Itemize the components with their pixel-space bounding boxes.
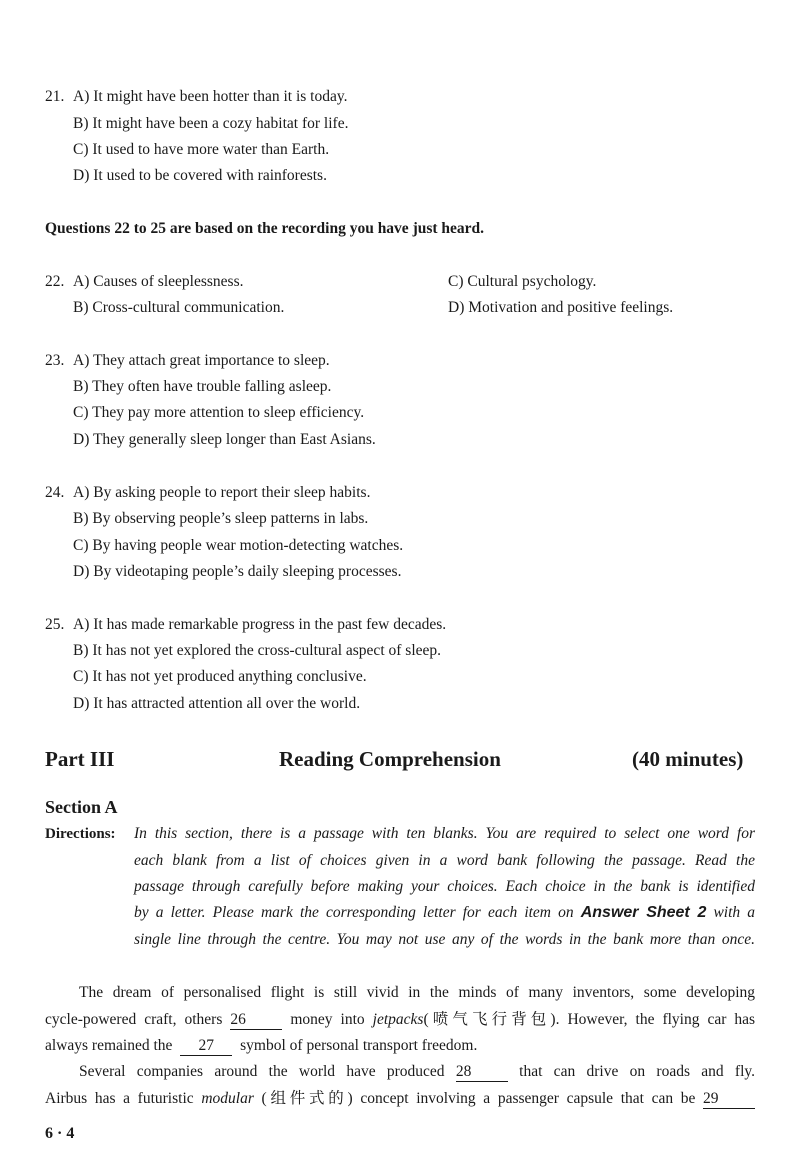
passage-text: concept involving a passenger capsule that can be	[360, 1090, 696, 1107]
q22-number: 22.	[45, 273, 65, 290]
q24-option-a: A) By asking people to report their sleep habits.	[73, 484, 371, 501]
passage-line-3	[45, 1036, 477, 1056]
q25-option-d: D) It has attracted attention all over the world.	[73, 695, 361, 712]
directions-label: Directions:	[45, 826, 116, 842]
q21-number: 21.	[45, 88, 65, 105]
q22-option-a: A) Causes of sleeplessness.	[73, 273, 244, 290]
passage-text: that can drive on roads and fly.	[519, 1063, 756, 1080]
passage-text: Airbus has a futuristic	[45, 1090, 194, 1107]
directions-line-4	[134, 903, 755, 923]
q22-option-b: B) Cross-cultural communication.	[73, 299, 285, 316]
blank-29[interactable]: 29	[703, 1090, 755, 1109]
q23-option-d: D) They generally sleep longer than East Asians.	[73, 431, 376, 448]
blank-26[interactable]: 26	[230, 1011, 282, 1030]
passage-line-4	[79, 1062, 755, 1082]
q21-option-b: B) It might have been a cozy habitat for life.	[73, 115, 349, 132]
questions-group-heading: Questions 22 to 25 are based on the recording you have just heard.	[45, 220, 485, 237]
passage-text: symbol of personal transport freedom.	[240, 1037, 478, 1054]
passage-text: cycle-powered craft, others	[45, 1011, 223, 1028]
directions-line-1: In this section, there is a passage with ten blanks. You are required to select one word for	[134, 825, 755, 842]
part-title: Reading Comprehension	[279, 747, 501, 771]
page-number: 6 · 4	[45, 1125, 75, 1142]
q21-option-c: C) It used to have more water than Earth.	[73, 141, 330, 158]
directions-line-5: single line through the centre. You may not use any of the words in the bank more than once.	[134, 931, 755, 948]
q24-number: 24.	[45, 484, 65, 501]
q25-number: 25.	[45, 616, 65, 633]
directions-line-3: passage through carefully before making your choices. Each choice in the bank is identified	[134, 878, 755, 895]
blank-27[interactable]: 27	[180, 1037, 232, 1056]
passage-text: money into	[290, 1011, 365, 1028]
passage-line-2	[45, 1010, 755, 1030]
q25-option-a: A) It has made remarkable progress in the past few decades.	[73, 616, 447, 633]
passage-text: Several companies around the world have produced	[79, 1063, 445, 1080]
q23-option-b: B) They often have trouble falling asleep.	[73, 378, 332, 395]
section-title: Section A	[45, 797, 118, 817]
passage-line-5	[45, 1089, 755, 1109]
q24-option-c: C) By having people wear motion-detecting watches.	[73, 537, 404, 554]
q23-option-a: A) They attach great importance to sleep.	[73, 352, 330, 369]
answer-sheet-label: Answer Sheet 2	[580, 904, 707, 921]
passage-line-1: The dream of personalised flight is still vivid in the minds of many inventors, some developing	[79, 984, 755, 1001]
q23-number: 23.	[45, 352, 65, 369]
part-time: (40 minutes)	[632, 747, 744, 771]
q21-option-d: D) It used to be covered with rainforests.	[73, 167, 327, 184]
gloss-modular: (组件式的)	[261, 1090, 353, 1107]
q24-option-d: D) By videotaping people’s daily sleeping processes.	[73, 563, 402, 580]
glossed-word-jetpacks: jetpacks	[372, 1011, 424, 1028]
q23-option-c: C) They pay more attention to sleep efficiency.	[73, 404, 365, 421]
passage-text: always remained the	[45, 1037, 173, 1054]
blank-28[interactable]: 28	[456, 1063, 508, 1082]
directions-line-2: each blank from a list of choices given in a word bank following the passage. Read the	[134, 852, 755, 869]
glossed-word-modular: modular	[201, 1090, 254, 1107]
q22-option-d: D) Motivation and positive feelings.	[448, 299, 674, 316]
directions-line-4-text: by a letter. Please mark the corresponding letter for each item on	[134, 904, 574, 921]
q24-option-b: B) By observing people’s sleep patterns in labs.	[73, 510, 369, 527]
directions-line-4-end: with a	[713, 904, 756, 921]
part-label: Part III	[45, 747, 115, 771]
gloss-jetpacks: (喷气飞行背包)	[423, 1011, 556, 1028]
q25-option-c: C) It has not yet produced anything conclusive.	[73, 668, 367, 685]
q22-option-c: C) Cultural psychology.	[448, 273, 597, 290]
q25-option-b: B) It has not yet explored the cross-cultural aspect of sleep.	[73, 642, 442, 659]
passage-text: . However, the flying car has	[555, 1011, 756, 1028]
q21-option-a: A) It might have been hotter than it is today.	[73, 88, 348, 105]
